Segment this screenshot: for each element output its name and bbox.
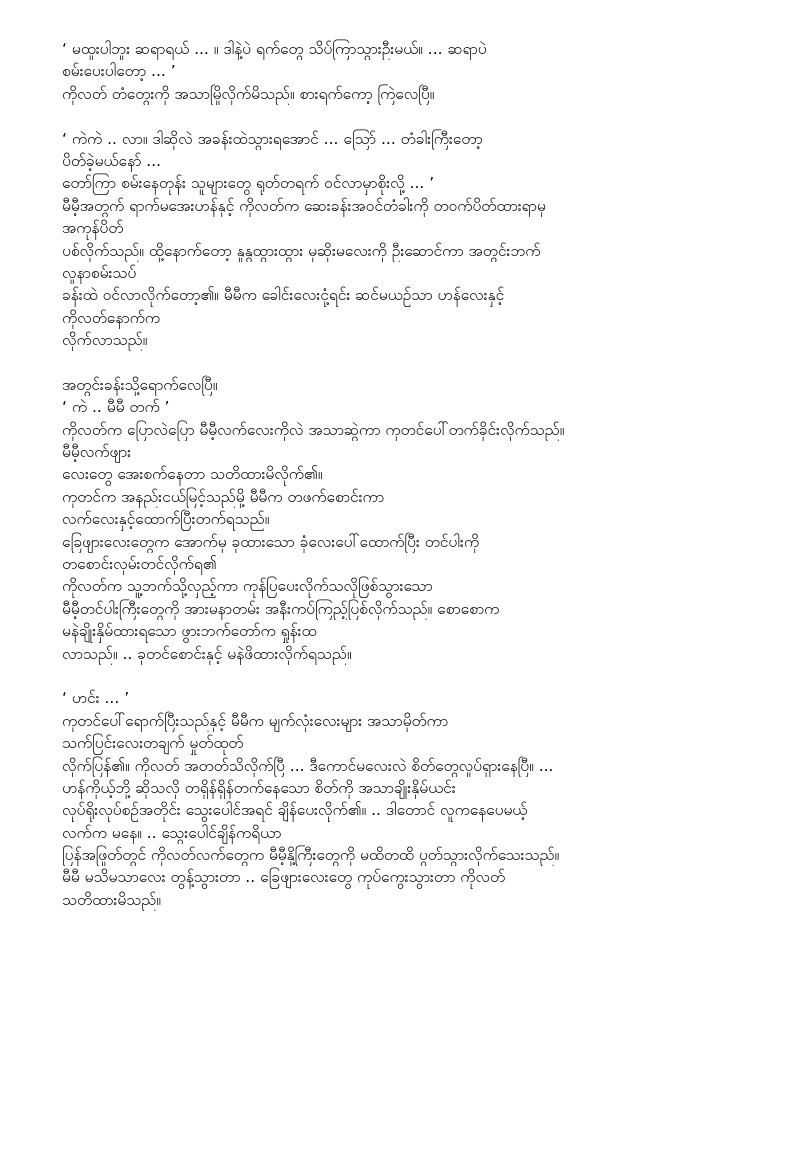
text-line: တစောင်းလှမ်းတင်လိုက်ရ၏ xyxy=(62,554,217,573)
text-line: ကိုလတ်နောက်က xyxy=(62,308,160,327)
text-line: လိုက်လာသည်။ xyxy=(62,331,148,350)
text-line: ကိုလတ်က ပြောလဲပြော မီမီ့လက်လေးကိုလဲ အသာဆွဲကာ ကုတင်ပေါ်တက်ခိုင်းလိုက်သည်။ xyxy=(62,420,565,439)
text-line: သတိထားမိသည်။ xyxy=(62,890,161,909)
text-line: အတွင်းခန်းသို့ရောက်လေပြီ။ xyxy=(62,375,218,394)
text-line: မနဲချိုးနှိမ်ထားရသော ဖွားဘက်တော်က ရှုန်းထ xyxy=(62,622,317,641)
text-line: မီမီ့လက်ဖျား xyxy=(62,443,132,462)
text-line: ‘ မထူးပါဘူး ဆရာရယ် ... ။ ဒါနဲ့ပဲ ရက်တွေ သိပ်ကြာသွားဦးမယ်။ ... ဆရာပဲ xyxy=(62,40,487,58)
text-line: ‘ ဟင်း ... ’ xyxy=(62,689,130,708)
text-line: လေးတွေ အေးစက်နေတာ သတိထားမိလိုက်၏။ xyxy=(62,465,323,484)
text-line: မီမီ မသိမသာလေး တွန့်သွားတာ .. ခြေဖျားလေးတွေ ကုပ်ကွေးသွားတာ ကိုလတ် xyxy=(62,868,506,887)
text-line: ပစ်လိုက်သည်။ ထို့နောက်တော့ နှုနွထွားထွား မုဆိုးမလေးကို ဦးဆောင်ကာ အတွင်းဘက် xyxy=(62,241,541,260)
text-line: ဟန်ကိုယ့်ဘို့ ဆိုသလို တရှိန်ရှိန်တက်နေသော စိတ်ကို အသာချိုးနှိမ်ယင်း xyxy=(62,778,456,797)
blank-line xyxy=(62,665,752,687)
text-line: ပြန်အဖြုတ်တွင် ကိုလတ်လက်တွေက မီမီ့နို့ကြီးတွေကို မထိတထိ ပွတ်သွားလိုက်သေးသည်။ xyxy=(62,846,560,865)
text-line: ခန်းထဲ ဝင်လာလိုက်တော့၏။ မီမီက ခေါင်းလေးငုံ့ရင်း ဆင်မယဉ်သာ ဟန်လေးနှင့် xyxy=(62,286,505,305)
text-line: လက်လေးနှင့်ထောက်ပြီးတက်ရသည်။ xyxy=(62,510,270,529)
text-line: လက်က မနေ။ .. သွေးပေါင်ချိန်ကရိယာ xyxy=(62,823,282,842)
blank-line xyxy=(62,105,752,127)
text-line: အကုန်ပိတ် xyxy=(62,219,124,238)
text-line: ‘ ကဲ .. မီမီ တက် ’ xyxy=(62,398,170,417)
text-line: လိုက်ပြန်၏။ ကိုလတ် အတတ်သိလိုက်ပြီ ... ဒီကောင်မလေးလဲ စိတ်တွေလှုပ်ရှားနေပြီ။ ... xyxy=(62,756,554,775)
text-line: မီမီ့တင်ပါးကြီးတွေကို အားမနာတမ်း အနီးကပ်ကြည့်ပြစ်လိုက်သည်။ စောစောက xyxy=(62,599,500,618)
text-line: လုပ်ရိုးလုပ်စဉ်အတိုင်း သွေးပေါင်အရင် ချိန်ပေးလိုက်၏။ .. ဒါတောင် လူကနေပေမယ့် xyxy=(62,801,528,820)
body-text xyxy=(62,38,752,911)
text-line: ကုတင်က အနည်းငယ်မြင့်သည်မို့ မီမီက တဖက်စောင်းကာ xyxy=(62,487,385,506)
text-line: လူနာစမ်းသပ် xyxy=(62,263,137,282)
blank-line xyxy=(62,351,752,373)
text-line: မီမီ့အတွက် ရာက်မအေးဟန်နှင့် ကိုလတ်က ဆေးခန်းအဝင်တံခါးကို တဝက်ပိတ်ထားရာမှ xyxy=(62,196,546,215)
text-line: ကိုလတ်က သူ့ဘက်သို့လှည့်ကာ ကုန်ပြပေးလိုက်သလိုဖြစ်သွားသော xyxy=(62,577,433,596)
text-line: တော်ကြာ စမ်းနေတုန်း သူများတွေ ရုတ်တရက် ဝင်လာမှာစိုးလို့ ... ’ xyxy=(62,174,435,193)
text-line: ‘ ကဲကဲ .. လာ။ ဒါဆိုလဲ အခန်းထဲသွားရအောင် ... ဩော် ... တံခါးကြီးတော့ xyxy=(62,129,483,148)
text-line: ကိုလတ် တံတွေးကို အသာမြိုလိုက်မိသည်။ စားရက်ကော့ ကြဲလေပြီ။ xyxy=(62,84,435,103)
text-line: ခြေဖျားလေးတွေက အောက်မှ ခုထားသော ခုံလေးပေါ်ထောက်ပြီး တင်ပါးကို xyxy=(62,532,480,551)
text-line: ပိတ်ခဲ့မယ်နော် ... xyxy=(62,151,162,170)
text-line: ကုတင်ပေါ်ရောက်ပြီးသည်နှင့် မီမီက မျက်လုံးလေးများ အသာမှိတ်ကာ xyxy=(62,711,449,730)
text-line: စမ်းပေးပါတော့ ... ’ xyxy=(62,62,176,81)
text-line: သက်ပြင်းလေးတချက် မှုတ်ထုတ် xyxy=(62,734,244,753)
text-line: လာသည်။ .. ခုတင်စောင်းနှင့် မနဲဖိထားလိုက်ရသည်။ xyxy=(62,644,352,663)
